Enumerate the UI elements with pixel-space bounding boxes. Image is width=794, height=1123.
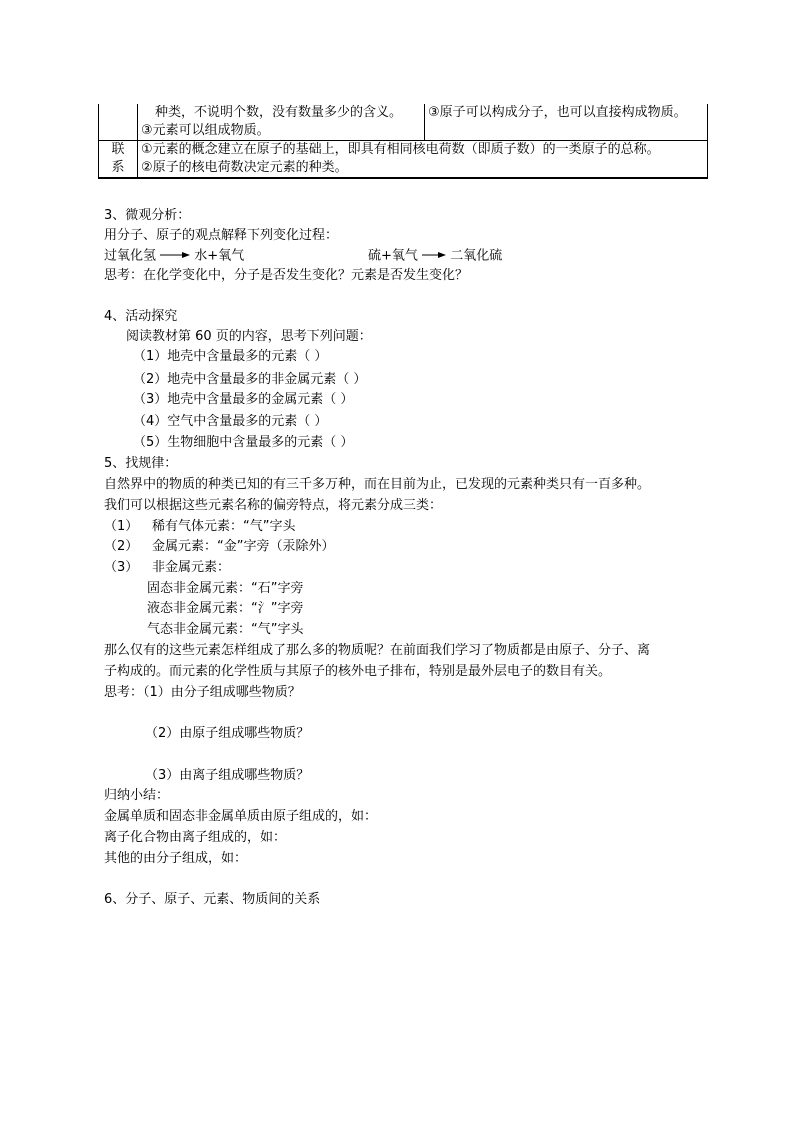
table-text: ②原子的核电荷数决定元素的种类。 xyxy=(141,160,348,175)
question-item: （1）地壳中含量最多的元素（ ） xyxy=(133,349,328,364)
category-text: 金属元素：“金”字旁（汞除外） xyxy=(152,539,335,554)
summary-line: 其他的由分子组成，如： xyxy=(104,851,248,866)
summary-heading: 归纳小结： xyxy=(104,788,170,803)
section-6-heading: 6、分子、原子、元素、物质间的关系 xyxy=(104,892,321,907)
section-5-heading: 5、找规律： xyxy=(104,456,178,471)
subcategory-text: 固态非金属元素：“石”字旁 xyxy=(147,581,304,596)
row-label: 联 xyxy=(111,142,125,157)
category-text: 非金属元素： xyxy=(152,560,231,575)
comparison-table xyxy=(98,104,708,179)
paragraph-text: 子构成的。而元素的化学性质与其原子的核外电子排布，特别是最外层电子的数目有关。 xyxy=(104,664,612,679)
reactant-text: 过氧化氢 xyxy=(104,248,157,264)
subcategory-text: 液态非金属元素：“氵”字旁 xyxy=(147,601,304,616)
summary-line: 金属单质和固态非金属单质由原子组成的，如： xyxy=(104,809,378,824)
table-cell-relation xyxy=(138,141,708,179)
category-text: 稀有气体元素：“气”字头 xyxy=(152,519,296,534)
think-question: （3）由离子组成哪些物质？ xyxy=(145,768,310,783)
section-3-question: 思考：在化学变化中，分子是否发生变化？元素是否发生变化？ xyxy=(104,268,469,283)
section-4-heading: 4、活动探究 xyxy=(104,309,178,324)
subcategory-text: 气态非金属元素：“气”字头 xyxy=(147,622,304,637)
reaction-2 xyxy=(368,247,502,266)
reactant-text: 硫+氧气 xyxy=(368,248,418,264)
table-cell-atom xyxy=(425,104,708,141)
question-item: （5）生物细胞中含量最多的元素（ ） xyxy=(133,435,354,450)
table-label-cell xyxy=(99,141,138,179)
paragraph-text: 我们可以根据这些元素名称的偏旁特点，将元素分成三类： xyxy=(104,498,443,513)
think-question: （2）由原子组成哪些物质？ xyxy=(145,726,310,741)
question-item: （3）地壳中含量最多的金属元素（ ） xyxy=(133,392,354,407)
table-label-cell xyxy=(99,104,138,141)
table-row xyxy=(99,141,708,179)
question-item: （4）空气中含量最多的元素（ ） xyxy=(133,414,328,429)
paragraph-text: 自然界中的物质的种类已知的有三千多万种，而在目前为止，已发现的元素种类只有一百多种。 xyxy=(104,477,651,492)
table-text: 种类，不说明个数，没有数量多少的含义。 xyxy=(155,105,403,120)
table-cell-element xyxy=(138,104,425,141)
category-number: （2） xyxy=(104,539,139,554)
table-text: ①元素的概念建立在原子的基础上，即具有相同核电荷数（即质子数）的一类原子的总称。 xyxy=(141,142,660,157)
table-row xyxy=(99,104,708,141)
category-number: （3） xyxy=(104,560,139,575)
question-item: （2）地壳中含量最多的非金属元素（ ） xyxy=(133,372,367,387)
row-label: 系 xyxy=(111,160,125,175)
reaction-1 xyxy=(104,247,244,266)
section-3-heading: 3、微观分析： xyxy=(104,208,191,223)
paragraph-text: 那么仅有的这些元素怎样组成了那么多的物质呢？在前面我们学习了物质都是由原子、分子、离 xyxy=(104,643,651,658)
product-text: 二氧化硫 xyxy=(450,248,503,264)
product-text: 水+氧气 xyxy=(194,248,245,264)
arrow-right-icon xyxy=(422,247,446,265)
section-3-instruction: 用分子、原子的观点解释下列变化过程： xyxy=(104,228,339,243)
section-4-intro: 阅读教材第 60 页的内容，思考下列问题： xyxy=(126,329,372,344)
think-question: 思考：（1）由分子组成哪些物质？ xyxy=(104,685,301,700)
table-text: ③原子可以构成分子，也可以直接构成物质。 xyxy=(428,105,687,120)
arrow-right-icon xyxy=(160,247,190,265)
summary-line: 离子化合物由离子组成的，如： xyxy=(104,830,287,845)
category-number: （1） xyxy=(104,519,139,534)
table-text: ③元素可以组成物质。 xyxy=(141,123,270,138)
